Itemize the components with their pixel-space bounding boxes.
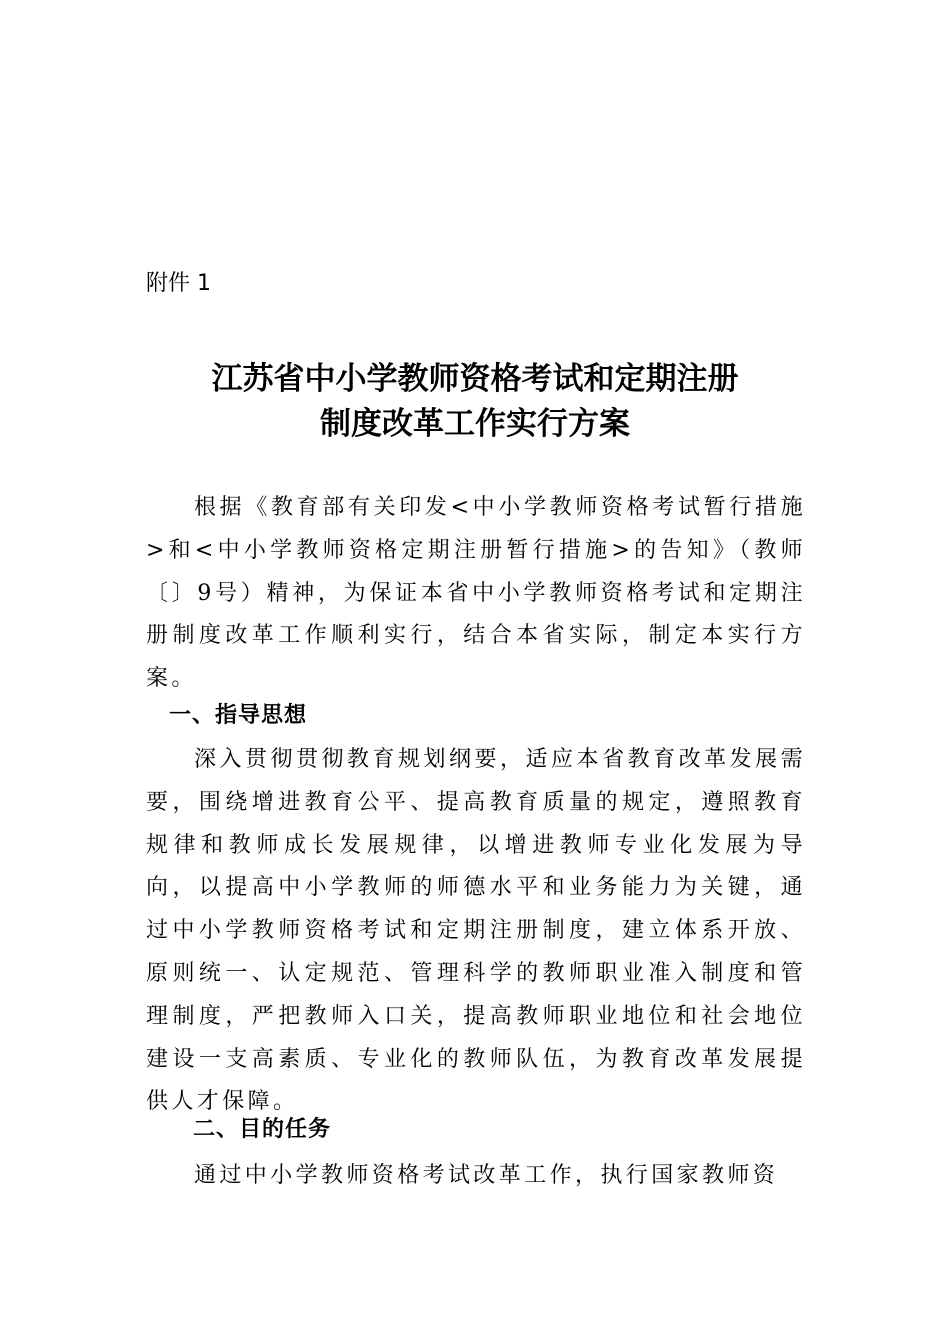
section-body-guiding-ideology: 深入贯彻贯彻教育规划纲要，适应本省教育改革发展需要，围绕增进教育公平、提高教育质量的规定，遵照教育规律和教师成长发展规律，以增进教师专业化发展为导向，以提高中小学教师的师德水平和业务能力为关键，通过中小学教师资格考试和定期注册制度，建立体系开放、原则统一、认定规范、管理科学的教师职业准入制度和管理制度，严把教师入口关，提高教师职业地位和社会地位建设一支高素质、专业化的教师队伍，为教育改革发展提供人才保障。 [146,747,806,1115]
section-body-objectives: 通过中小学教师资格考试改革工作，执行国家教师资 [194,1163,779,1188]
intro-paragraph: 根据《教育部有关印发<中小学教师资格考试暂行措施>和<中小学教师资格定期注册暂行措施>的告知》（教师〔〕9号）精神，为保证本省中小学教师资格考试和定期注册制度改革工作顺利实行，结合本省实际，制定本实行方案。 [146,495,806,692]
attachment-label: 附件 1 [146,271,211,296]
section-heading-guiding-ideology: 一、指导思想 [169,703,308,728]
document-title-line-1: 江苏省中小学教师资格考试和定期注册 [211,361,739,397]
section-heading-objectives: 二、目的任务 [193,1117,332,1142]
document-title-line-2: 制度改革工作实行方案 [320,406,630,442]
